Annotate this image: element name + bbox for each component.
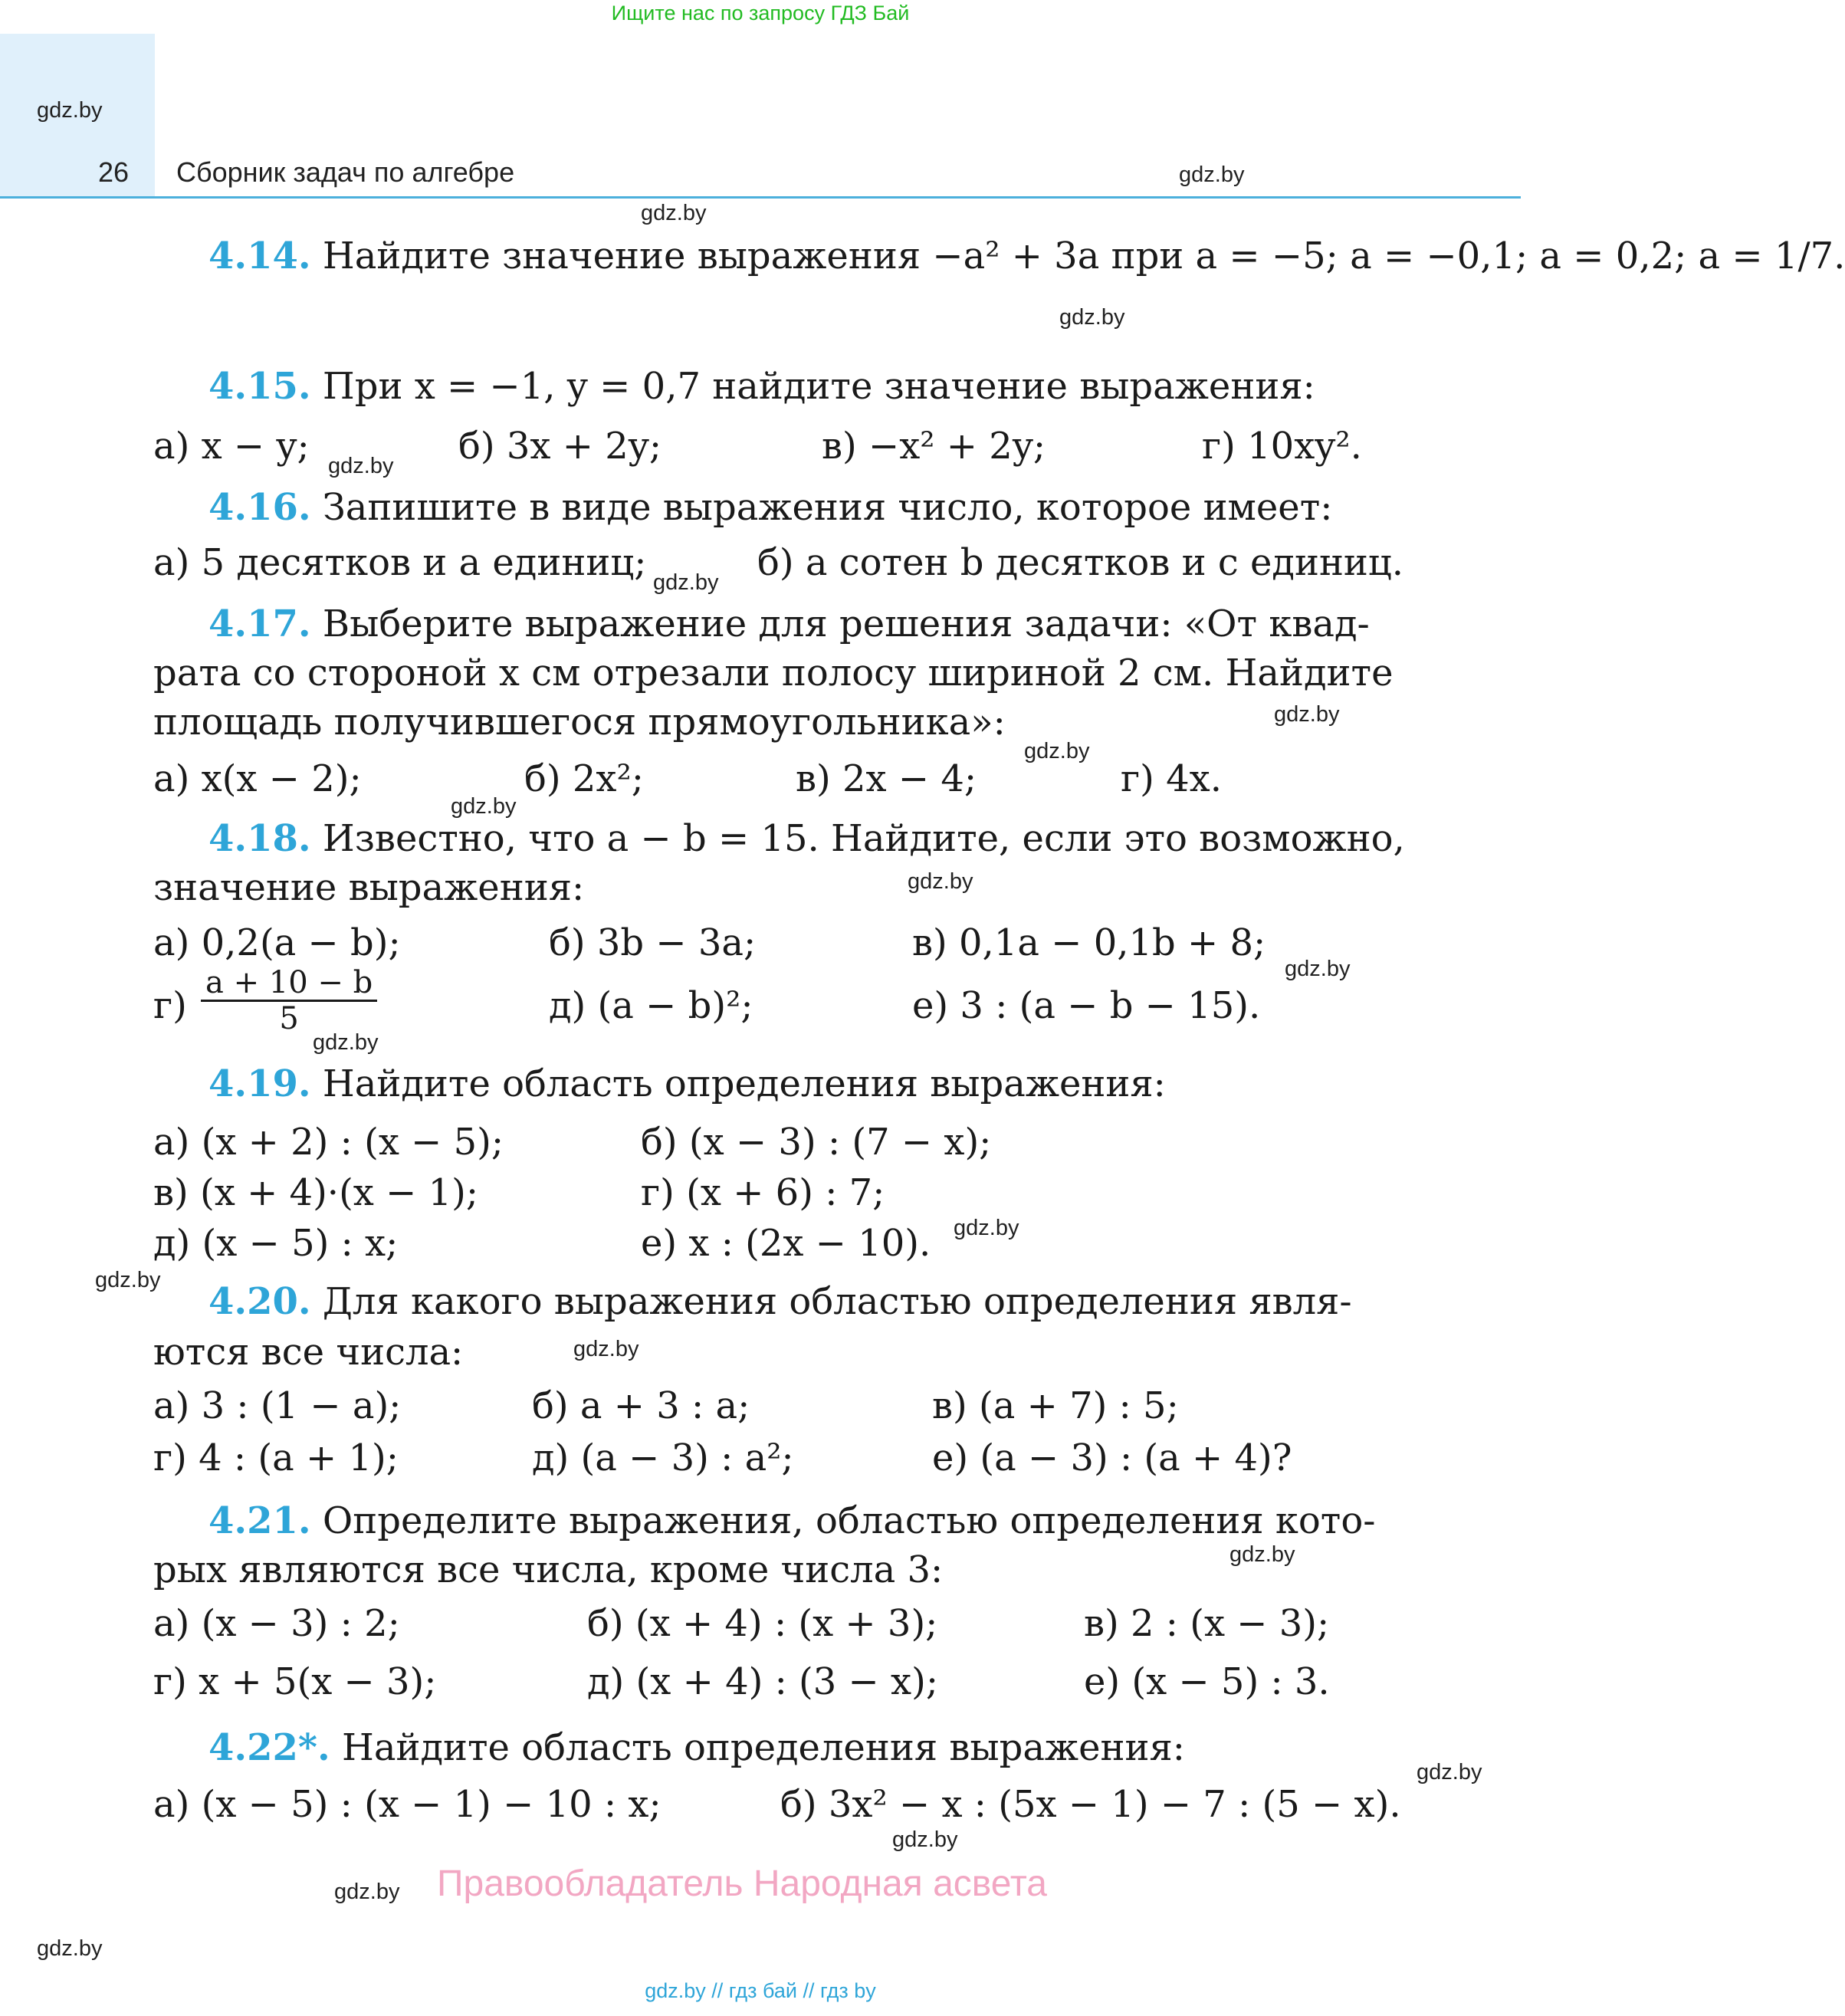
option: а) (x − 5) : (x − 1) − 10 : x;	[153, 1783, 662, 1826]
option: а) (x − 3) : 2;	[153, 1602, 400, 1645]
problem-4-21	[208, 1498, 1375, 1544]
problem-4-18	[208, 816, 1405, 862]
watermark: gdz.by	[95, 1268, 161, 1292]
fraction-numerator: a + 10 − b	[201, 967, 377, 1002]
option: в) −x² + 2y;	[822, 425, 1046, 468]
option: д) (x − 5) : x;	[153, 1222, 399, 1265]
problem-4-19	[208, 1061, 1166, 1107]
option: г) 10xy².	[1202, 425, 1362, 468]
problem-4-14	[208, 233, 1845, 279]
problem-4-16	[208, 484, 1332, 530]
problem-text: площадь получившегося прямоугольника»:	[153, 701, 1006, 744]
option: е) 3 : (a − b − 15).	[912, 984, 1261, 1027]
option: б) a + 3 : a;	[532, 1384, 750, 1427]
option: б) (x + 4) : (x + 3);	[587, 1602, 938, 1645]
option: е) (x − 5) : 3.	[1084, 1660, 1330, 1703]
footer-links[interactable]: gdz.by // гдз бай // гдз by	[645, 1979, 876, 2002]
option: а) 5 десятков и a единиц;	[153, 541, 647, 584]
page-title: Сборник задач по алгебре	[176, 156, 515, 188]
option: г) x + 5(x − 3);	[153, 1660, 437, 1703]
option: в) (a + 7) : 5;	[932, 1384, 1179, 1427]
problem-number: 4.14.	[208, 235, 311, 277]
problem-number: 4.19.	[208, 1062, 311, 1105]
watermark: gdz.by	[908, 869, 973, 894]
option: г)	[153, 984, 187, 1027]
option: в) (x + 4)·(x − 1);	[153, 1171, 479, 1214]
watermark: gdz.by	[1179, 163, 1245, 187]
watermark: gdz.by	[892, 1827, 958, 1852]
watermark: gdz.by	[313, 1030, 379, 1055]
problem-text: ются все числа:	[153, 1331, 464, 1374]
option: е) (a − 3) : (a + 4)?	[932, 1436, 1292, 1479]
problem-4-22	[208, 1725, 1185, 1771]
problem-number: 4.18.	[208, 817, 311, 860]
option: в) 2 : (x − 3);	[1084, 1602, 1330, 1645]
option: г) (x + 6) : 7;	[641, 1171, 885, 1214]
problem-4-20	[208, 1279, 1352, 1325]
option: б) (x − 3) : (7 − x);	[641, 1121, 992, 1164]
watermark: gdz.by	[451, 794, 517, 819]
problem-text: рата со стороной x см отрезали полосу шириной 2 см. Найдите	[153, 652, 1394, 694]
option: а) (x + 2) : (x − 5);	[153, 1121, 504, 1164]
problem-number: 4.21.	[208, 1499, 311, 1542]
option: г) 4 : (a + 1);	[153, 1436, 399, 1479]
option: в) 2x − 4;	[796, 757, 977, 800]
option: а) x − y;	[153, 425, 310, 468]
watermark: gdz.by	[1024, 739, 1090, 763]
watermark: gdz.by	[1059, 305, 1125, 330]
problem-text: Для какого выражения областью определения явля-	[322, 1280, 1352, 1323]
option: б) 3x² − x : (5x − 1) − 7 : (5 − x).	[780, 1783, 1401, 1826]
option: а) 3 : (1 − a);	[153, 1384, 402, 1427]
page-number: 26	[98, 156, 130, 188]
option: а) x(x − 2);	[153, 757, 362, 800]
watermark: gdz.by	[1417, 1760, 1482, 1785]
problem-4-17	[208, 601, 1370, 647]
option: д) (a − b)²;	[549, 984, 753, 1027]
problem-text: При x = −1, y = 0,7 найдите значение выражения:	[322, 365, 1315, 408]
problem-number: 4.17.	[208, 603, 311, 645]
header-divider	[0, 196, 1521, 199]
watermark: gdz.by	[1274, 702, 1340, 727]
problem-text: рых являются все числа, кроме числа 3:	[153, 1548, 944, 1591]
watermark: gdz.by	[641, 201, 707, 225]
problem-text: Найдите значение выражения −a² + 3a при a = −5; a = −0,1; a = 0,2; a = 1/7.	[322, 235, 1845, 277]
option: в) 0,1a − 0,1b + 8;	[912, 921, 1266, 964]
watermark: gdz.by	[334, 1880, 400, 1904]
top-banner[interactable]: Ищите нас по запросу ГДЗ Бай	[611, 2, 910, 25]
problem-number: 4.20.	[208, 1280, 311, 1323]
problem-text: Найдите область определения выражения:	[341, 1726, 1185, 1769]
watermark: gdz.by	[573, 1337, 639, 1361]
problem-text: значение выражения:	[153, 866, 585, 909]
problem-text: Известно, что a − b = 15. Найдите, если это возможно,	[322, 817, 1405, 860]
option: б) 2x²;	[524, 757, 644, 800]
watermark: gdz.by	[653, 570, 719, 595]
option: а) 0,2(a − b);	[153, 921, 401, 964]
watermark: gdz.by	[37, 1936, 103, 1961]
problem-text: Определите выражения, областью определения кото-	[322, 1499, 1376, 1542]
watermark: gdz.by	[328, 454, 394, 478]
option: б) a сотен b десятков и c единиц.	[757, 541, 1404, 584]
option: д) (a − 3) : a²;	[532, 1436, 794, 1479]
problem-text: Найдите область определения выражения:	[322, 1062, 1166, 1105]
problem-number: 4.22*.	[208, 1726, 330, 1769]
option: б) 3b − 3a;	[549, 921, 757, 964]
option: д) (x + 4) : (3 − x);	[587, 1660, 938, 1703]
watermark: gdz.by	[37, 98, 103, 123]
problem-text: Запишите в виде выражения число, которое имеет:	[322, 486, 1333, 529]
watermark: gdz.by	[1229, 1542, 1295, 1567]
problem-number: 4.16.	[208, 486, 311, 529]
problem-text: Выберите выражение для решения задачи: «От квад-	[322, 603, 1370, 645]
option: е) x : (2x − 10).	[641, 1222, 931, 1265]
watermark: gdz.by	[1285, 957, 1351, 981]
problem-4-15	[208, 363, 1315, 409]
problem-number: 4.15.	[208, 365, 311, 408]
option: г) 4x.	[1121, 757, 1222, 800]
fraction-denominator: 5	[279, 1001, 299, 1036]
fraction	[201, 967, 377, 1034]
watermark: gdz.by	[954, 1216, 1019, 1240]
option: б) 3x + 2y;	[458, 425, 662, 468]
rights-holder-stamp: Правообладатель Народная асвета	[437, 1863, 1047, 1904]
